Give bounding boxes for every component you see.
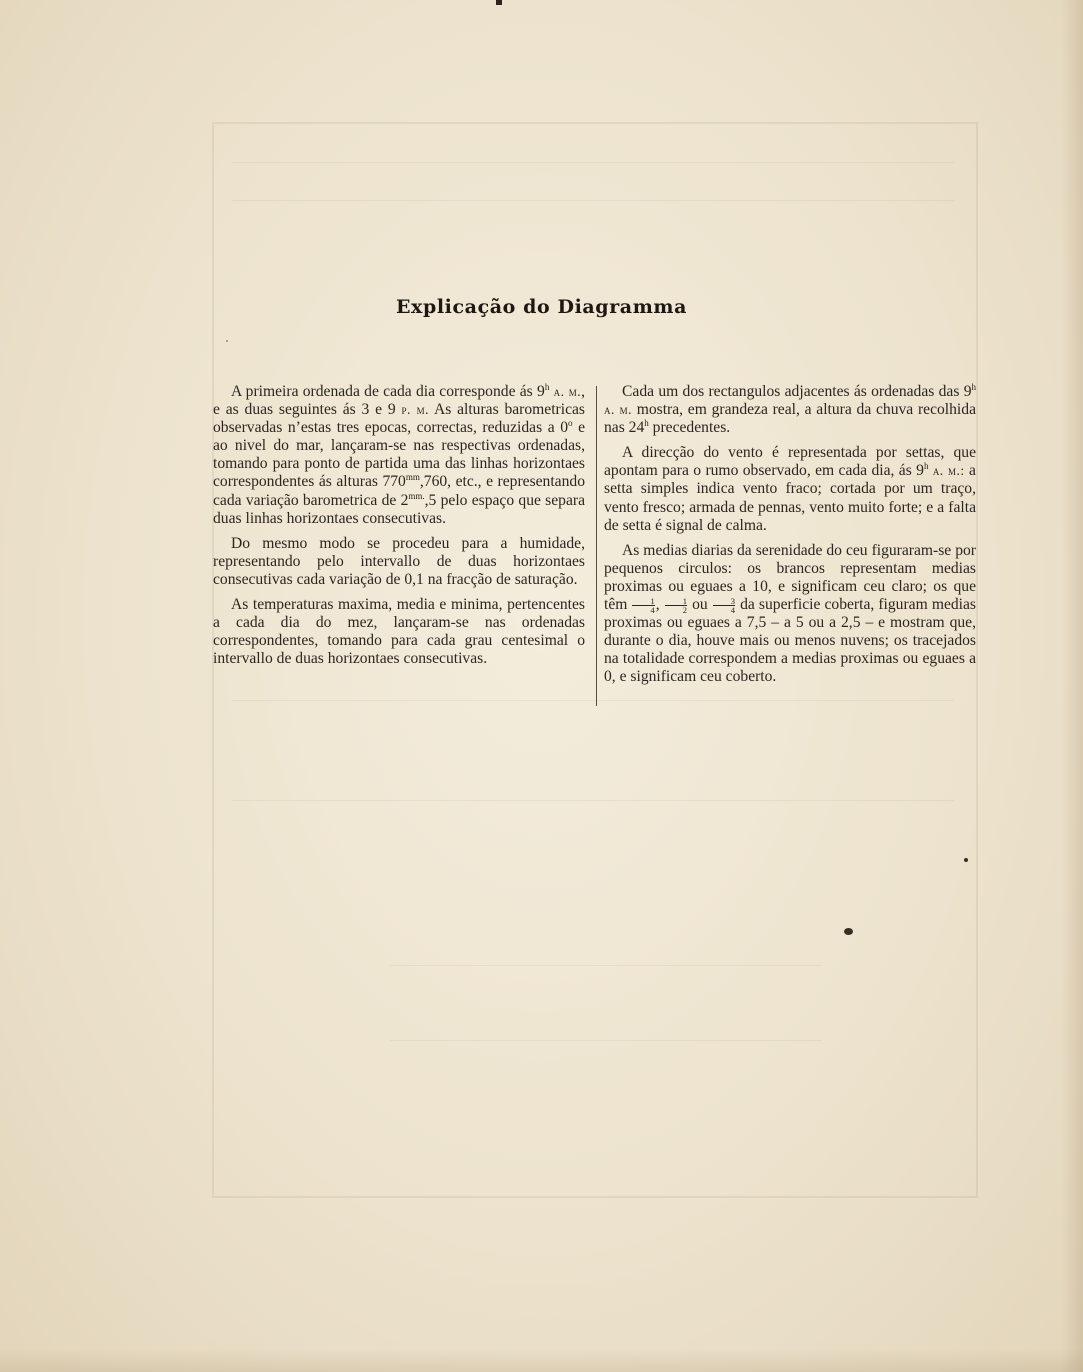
left-column [213,383,585,675]
fraction [713,597,735,614]
fraction-denominator: 4 [730,604,736,615]
text-run: ou [687,596,712,614]
fraction-denominator: 4 [650,604,655,615]
superscript: mm [405,472,420,483]
left-paragraph-3: As temperaturas maxima, media e minima, pertencentes a cada dia do mez, lançaram-se nas ordenadas correspondentes, tomando para cada grau centesimal o intervallo de duas horizontaes consecutivas. [213,596,585,668]
left-paragraph-2: Do mesmo modo se procedeu para a humidade, representando pelo intervallo de duas horizontaes consecutivas cada variação de 0,1 na fracção de saturação. [213,534,585,588]
right-paragraph-1 [604,383,976,437]
text-run: , e as duas seguintes ás 3 e 9 [213,383,585,419]
show-through-line [232,700,954,701]
text-run: e ao nivel do mar, lançaram-se nas respectivas ordenadas, tomando para ponto de partida uma das linhas horizontaes correspondentes ás alturas 770 [213,419,585,491]
text-run: ,760, etc., e representando cada variação barometrica de 2 [213,473,585,509]
fraction-denominator: 2 [682,604,687,615]
text-run: As medias diarias da serenidade do ceu figuraram-se por pequenos circulos: os brancos representam medias proximas ou eguaes a 10, e significam ceu claro; os que têm [604,541,976,614]
page-title: Explicação do Diagramma [395,296,688,318]
superscript: h [644,418,649,428]
column-divider [596,386,597,706]
page-edge-shadow [0,1348,1083,1372]
show-through-line [390,965,822,966]
time-abbrev: a. m. [553,384,582,399]
paper-speck [964,858,968,862]
text-run: a setta simples indica vento fraco; cortada por um traço, vento fresco; armada de pennas, vento muito forte; e a falta de setta é signal de calma. [604,462,976,534]
top-edge-mark [496,0,502,5]
show-through-line [232,200,954,201]
fraction-numerator: 1 [665,597,687,606]
show-through-line [232,162,954,163]
paper-speck [844,928,853,935]
show-through-line [390,1040,822,1041]
fraction [632,597,654,614]
text-run: ,5 pelo espaço que separa duas linhas horizontaes consecutivas. [213,491,586,527]
superscript: mm. [408,490,425,501]
fraction-numerator: 1 [632,597,654,606]
time-abbrev: p. m. [401,402,430,418]
superscript: h [923,461,929,472]
right-paragraph-2 [604,444,976,534]
text-run: As alturas barometricas observadas n’estas tres epocas, correctas, reduzidas a 0 [213,401,585,437]
text-run: mostra, em grandeza real, a altura da chuva recolhida nas 24 [604,401,976,437]
time-abbrev: a. m. [604,402,632,418]
superscript: o [568,418,573,428]
fraction-numerator: 3 [713,597,735,606]
text-run: , [655,596,664,614]
paper-speck [226,340,228,342]
right-paragraph-3 [604,542,976,687]
text-run: da superficie coberta, figuram medias proximas ou eguaes a 7,5 – a 5 ou a 2,5 – e mostram que, durante o dia, houve mais ou menos nuvens; os tracejados na totalidade correspondem a medias proximas ou eguaes a 0, e significam ceu coberto. [604,596,976,686]
superscript: h [971,381,976,392]
text-run: Cada um dos rectangulos adjacentes ás ordenadas das 9 [622,383,972,400]
page-edge-shadow [1061,0,1083,1372]
superscript: h [544,381,550,392]
show-through-line [232,800,954,801]
text-run: A primeira ordenada de cada dia corresponde ás 9 [231,383,545,400]
text-run: precedentes. [648,419,731,437]
time-abbrev: a. m.: [932,463,965,479]
fraction [665,597,687,614]
right-column [604,383,976,694]
text-run: A direcção do vento é representada por settas, que apontam para o rumo observado, em cada dia, ás 9 [604,444,976,480]
left-paragraph-1 [213,383,585,528]
